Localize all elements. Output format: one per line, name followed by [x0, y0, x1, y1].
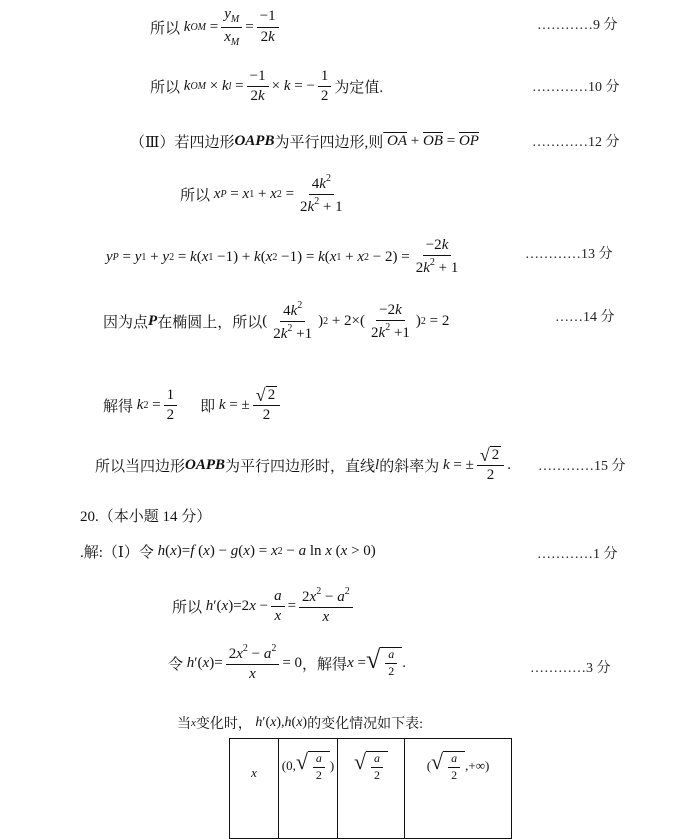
problem-heading: 20.（本小题 14 分） — [80, 509, 212, 525]
line-product: 所以 k OM × k l = $\frac{-1}{2k}$ × k = − $\frac{1}{2}$ 为定值. — [150, 68, 384, 105]
text-prefix: （Ⅲ）若四边形 — [130, 135, 235, 151]
score-15: …………15 分 — [538, 459, 626, 474]
score-13: …………13 分 — [525, 247, 613, 262]
text-prefix: 所以 — [150, 20, 181, 37]
line-table-intro: 当 x 变化时， h ′( x ), h ( x ) 的变化情况如下表: — [177, 715, 423, 732]
line-part3: （Ⅲ）若四边形 OAPB 为平行四边形,则 OA + $\overline{OB}$ = $\overline{OP}$ — [130, 133, 479, 151]
table-cell-interval-2: ( √ $\frac{a}{2}$ ,+∞) — [405, 739, 512, 839]
line-conclusion: 所以当四边形 OAPB 为平行四边形时，直线 l 的斜率为 k = ± √ 2 2 . — [95, 445, 511, 484]
fraction: $\frac{y_M}{x_M}$ — [221, 6, 242, 48]
score-3: …………3 分 — [530, 661, 611, 676]
score-9: …………9 分 — [537, 18, 618, 33]
score-1: …………1 分 — [537, 547, 618, 562]
table-cell-x: x — [230, 739, 279, 839]
line-critical-point: 令 h ′( x )= $\frac{2x^2 - a^2}{x}$ = 0 ，解得 x = √ $\frac{a}{2}$ . — [168, 643, 406, 683]
variation-table — [229, 738, 512, 839]
fraction: $\frac{-1}{2k}$ — [257, 8, 279, 46]
score-10: …………10 分 — [532, 80, 620, 95]
score-12: …………12 分 — [532, 135, 620, 150]
line-derivative: 所以 h ′( x )=2 x − $\frac{a}{x}$ = $\frac{2x^2 - a^2}{x}$ — [172, 586, 356, 627]
line-kom: 所以 k OM = $\frac{y_M}{x_M}$ = $\frac{-1}{2k}$ — [150, 6, 282, 48]
line-xp: 所以 x P = x 1 + x 2 = $\frac{4k^2}{2k^2 + 1}$ — [180, 173, 343, 216]
line-ellipse: 因为点 P 在椭圆上，所以 ( $\frac{4k^2}{2k^2 +1}$ ) 2 + 2×( $\frac{-2k}{2k^2 +1}$ ) 2 = 2 — [103, 300, 450, 343]
score-14: ……14 分 — [555, 310, 615, 325]
table-row — [230, 739, 512, 839]
line-yp: y P = y 1 + y 2 = k ( x 1 −1) + k ( x 2 −1) = k ( x 1 + x 2 − 2) = $\frac{-2k}{2k^2 + 1}$ — [106, 237, 459, 277]
text-prefix: 所以 — [150, 80, 181, 97]
line-solve-k: 解得 k 2 = $\frac{1}{2}$ 即 k = ± √ 2 2 — [103, 386, 283, 425]
text-suffix: 为定值. — [334, 80, 384, 97]
line-solution-start: .解:（Ⅰ）令 h ( x )= f ( x ) − g ( x ) = x 2 − a ln x ( x > 0) — [80, 543, 376, 561]
table-cell-point: √ $\frac{a}{2}$ — [338, 739, 405, 839]
table-cell-interval-1: (0, √ $\frac{a}{2}$ ) — [279, 739, 338, 839]
